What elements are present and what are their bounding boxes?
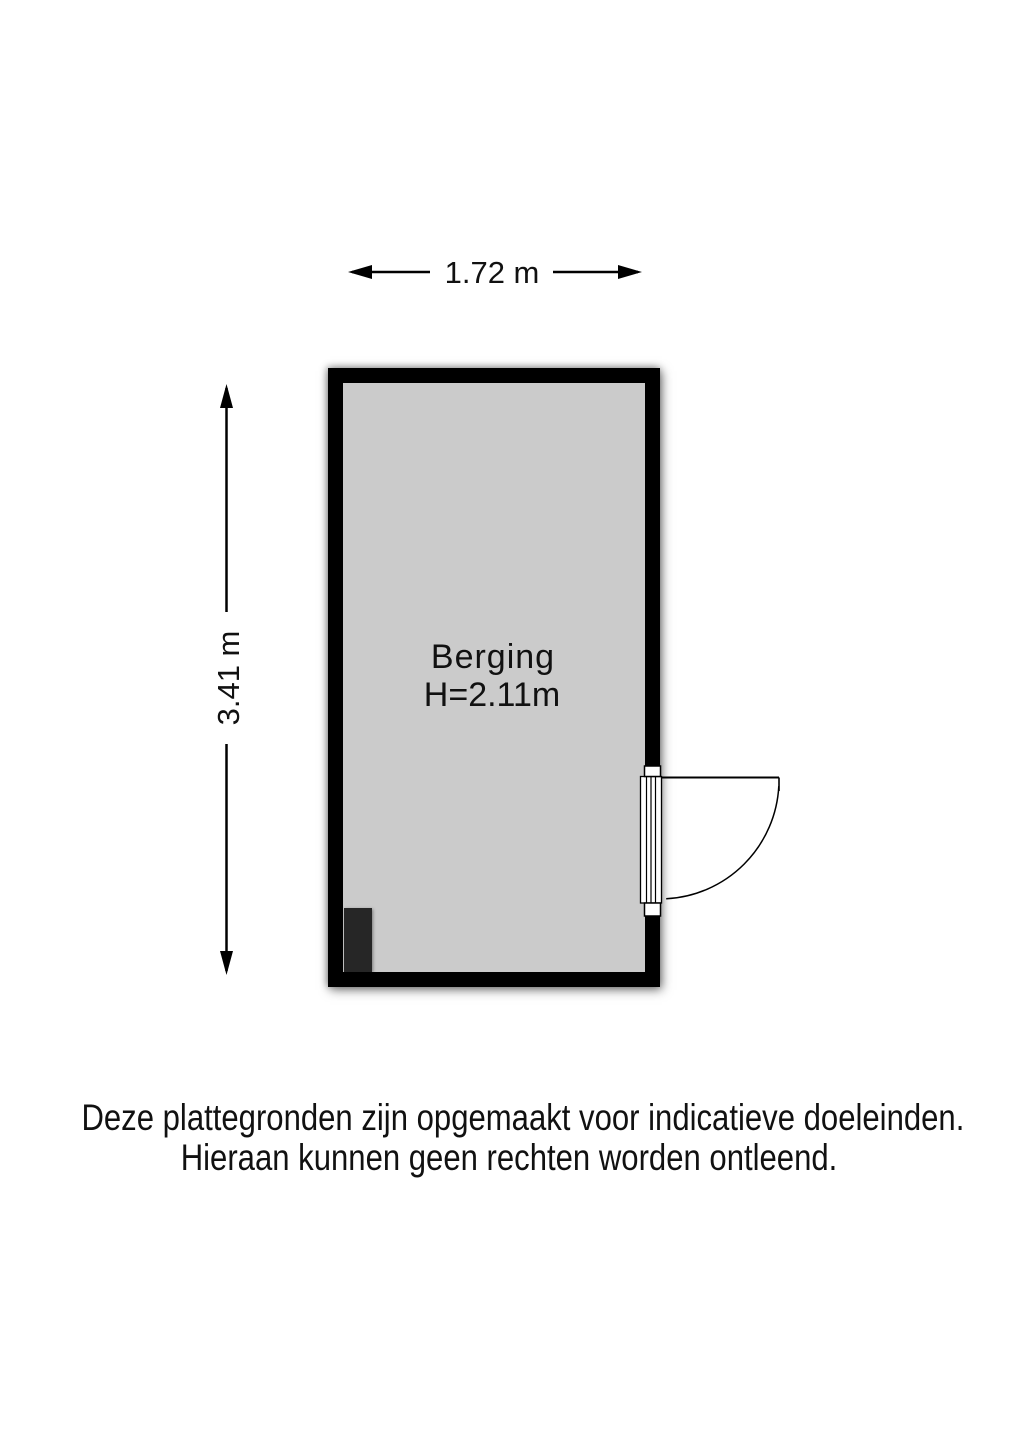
width-dimension: [348, 255, 642, 290]
arrow-down-icon: [220, 951, 233, 975]
height-dimension-label: 3.41 m: [211, 630, 246, 726]
ceiling-height-label: H=2.11m: [423, 676, 561, 714]
structural-column: [344, 908, 372, 972]
width-dimension-label: 1.72 m: [444, 255, 540, 290]
door-swing-arc: [666, 786, 779, 899]
door: [641, 766, 780, 916]
disclaimer: [0, 1098, 1018, 1178]
room-outline: [328, 368, 660, 987]
disclaimer-line-2: Hieraan kunnen geen rechten worden ontleend.: [180, 1137, 838, 1178]
room-floor: [343, 383, 645, 972]
height-dimension: [211, 384, 246, 975]
disclaimer-line-1: Deze plattegronden zijn opgemaakt voor indicatieve doeleinden.: [81, 1097, 965, 1138]
arrow-up-icon: [220, 384, 233, 408]
arrow-right-icon: [618, 265, 642, 279]
arrow-left-icon: [348, 265, 372, 279]
room-name-label: Berging: [430, 638, 556, 676]
